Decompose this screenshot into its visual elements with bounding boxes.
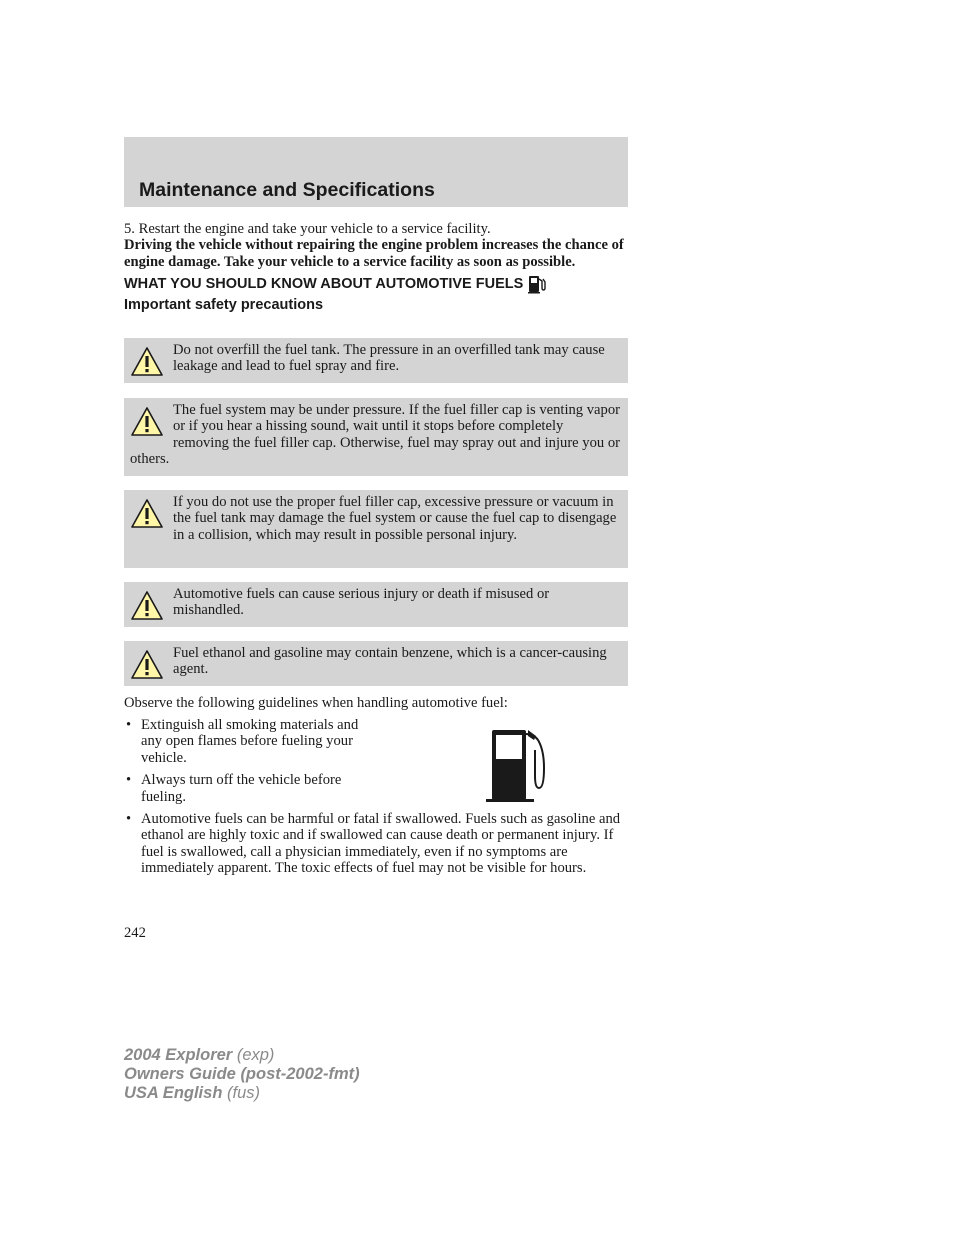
fuel-pump-illustration	[484, 728, 546, 804]
guidelines-list	[124, 717, 628, 877]
fuels-heading	[124, 274, 628, 294]
list-item	[124, 811, 628, 877]
guidelines-intro: Observe the following guidelines when handling automotive fuel:	[124, 695, 508, 711]
footer-model: 2004 Explorer	[124, 1046, 233, 1064]
list-item-text: Always turn off the vehicle before fueling.	[141, 772, 342, 805]
footer-line-model	[124, 1046, 360, 1065]
list-item-text: Automotive fuels can be harmful or fatal if swallowed. Fuels such as gasoline and ethanol are highly toxic and if swallowed can cause death or permanent injury. If fuel is swallowed, call a physician immediately, even if no symptoms are immediately apparent. The toxic effects of fuel may not be visible for hours.	[141, 811, 621, 877]
section-title: Maintenance and Specifications	[139, 179, 435, 201]
warning-box-overfill	[124, 338, 628, 383]
page-number: 242	[124, 925, 146, 941]
footer-language: USA English	[124, 1084, 223, 1102]
bullet: •	[126, 811, 132, 828]
warning-triangle-icon	[130, 346, 164, 378]
footer-model-code: (exp)	[236, 1046, 275, 1064]
bullet: •	[126, 772, 132, 789]
warning-text-misuse: Automotive fuels can cause serious injury or death if misused or mishandled.	[173, 586, 550, 619]
warning-box-misuse	[124, 582, 628, 627]
warning-triangle-icon	[130, 498, 164, 530]
document-footer	[124, 1046, 360, 1103]
warning-text-filler-cap: If you do not use the proper fuel filler cap, excessive pressure or vacuum in the fuel tank may damage the fuel system or cause the fuel cap to disengage in a collision, which may result in possible personal injury.	[173, 494, 617, 543]
safety-subheading: Important safety precautions	[124, 297, 324, 314]
list-item-text: Extinguish all smoking materials and any open flames before fueling your vehicle.	[141, 717, 359, 766]
list-item	[124, 717, 381, 766]
fuel-pump-icon	[528, 274, 546, 294]
intro-content	[124, 221, 628, 314]
footer-line-language	[124, 1084, 360, 1103]
warning-box-pressure	[124, 398, 628, 476]
footer-line-guide	[124, 1065, 360, 1084]
footer-language-code: (fus)	[227, 1084, 260, 1102]
engine-damage-warning-text: Driving the vehicle without repairing the engine problem increases the chance of engine damage. Take your vehicle to a service facility as soon as possible.	[124, 237, 624, 270]
warning-triangle-icon	[130, 590, 164, 622]
warning-box-filler-cap	[124, 490, 628, 568]
footer-guide: Owners Guide (post-2002-fmt)	[124, 1065, 360, 1083]
warning-box-benzene	[124, 641, 628, 686]
fuels-heading-text: WHAT YOU SHOULD KNOW ABOUT AUTOMOTIVE FUELS	[124, 276, 524, 293]
warning-text-overfill: Do not overfill the fuel tank. The pressure in an overfilled tank may cause leakage and lead to fuel spray and fire.	[173, 342, 605, 375]
restart-step-text: 5. Restart the engine and take your vehicle to a service facility.	[124, 221, 491, 237]
warning-text-benzene: Fuel ethanol and gasoline may contain benzene, which is a cancer-causing agent.	[173, 645, 607, 678]
warning-triangle-icon	[130, 406, 164, 438]
section-header-band	[124, 137, 628, 207]
bullet: •	[126, 717, 132, 733]
warning-text-pressure: The fuel system may be under pressure. If the fuel filler cap is venting vapor or if you hear a hissing sound, wait until it stops before completely removing the fuel filler cap. Otherwise, fuel may spray out and injure you or others.	[130, 402, 620, 468]
list-item	[124, 772, 381, 805]
warning-triangle-icon	[130, 649, 164, 681]
